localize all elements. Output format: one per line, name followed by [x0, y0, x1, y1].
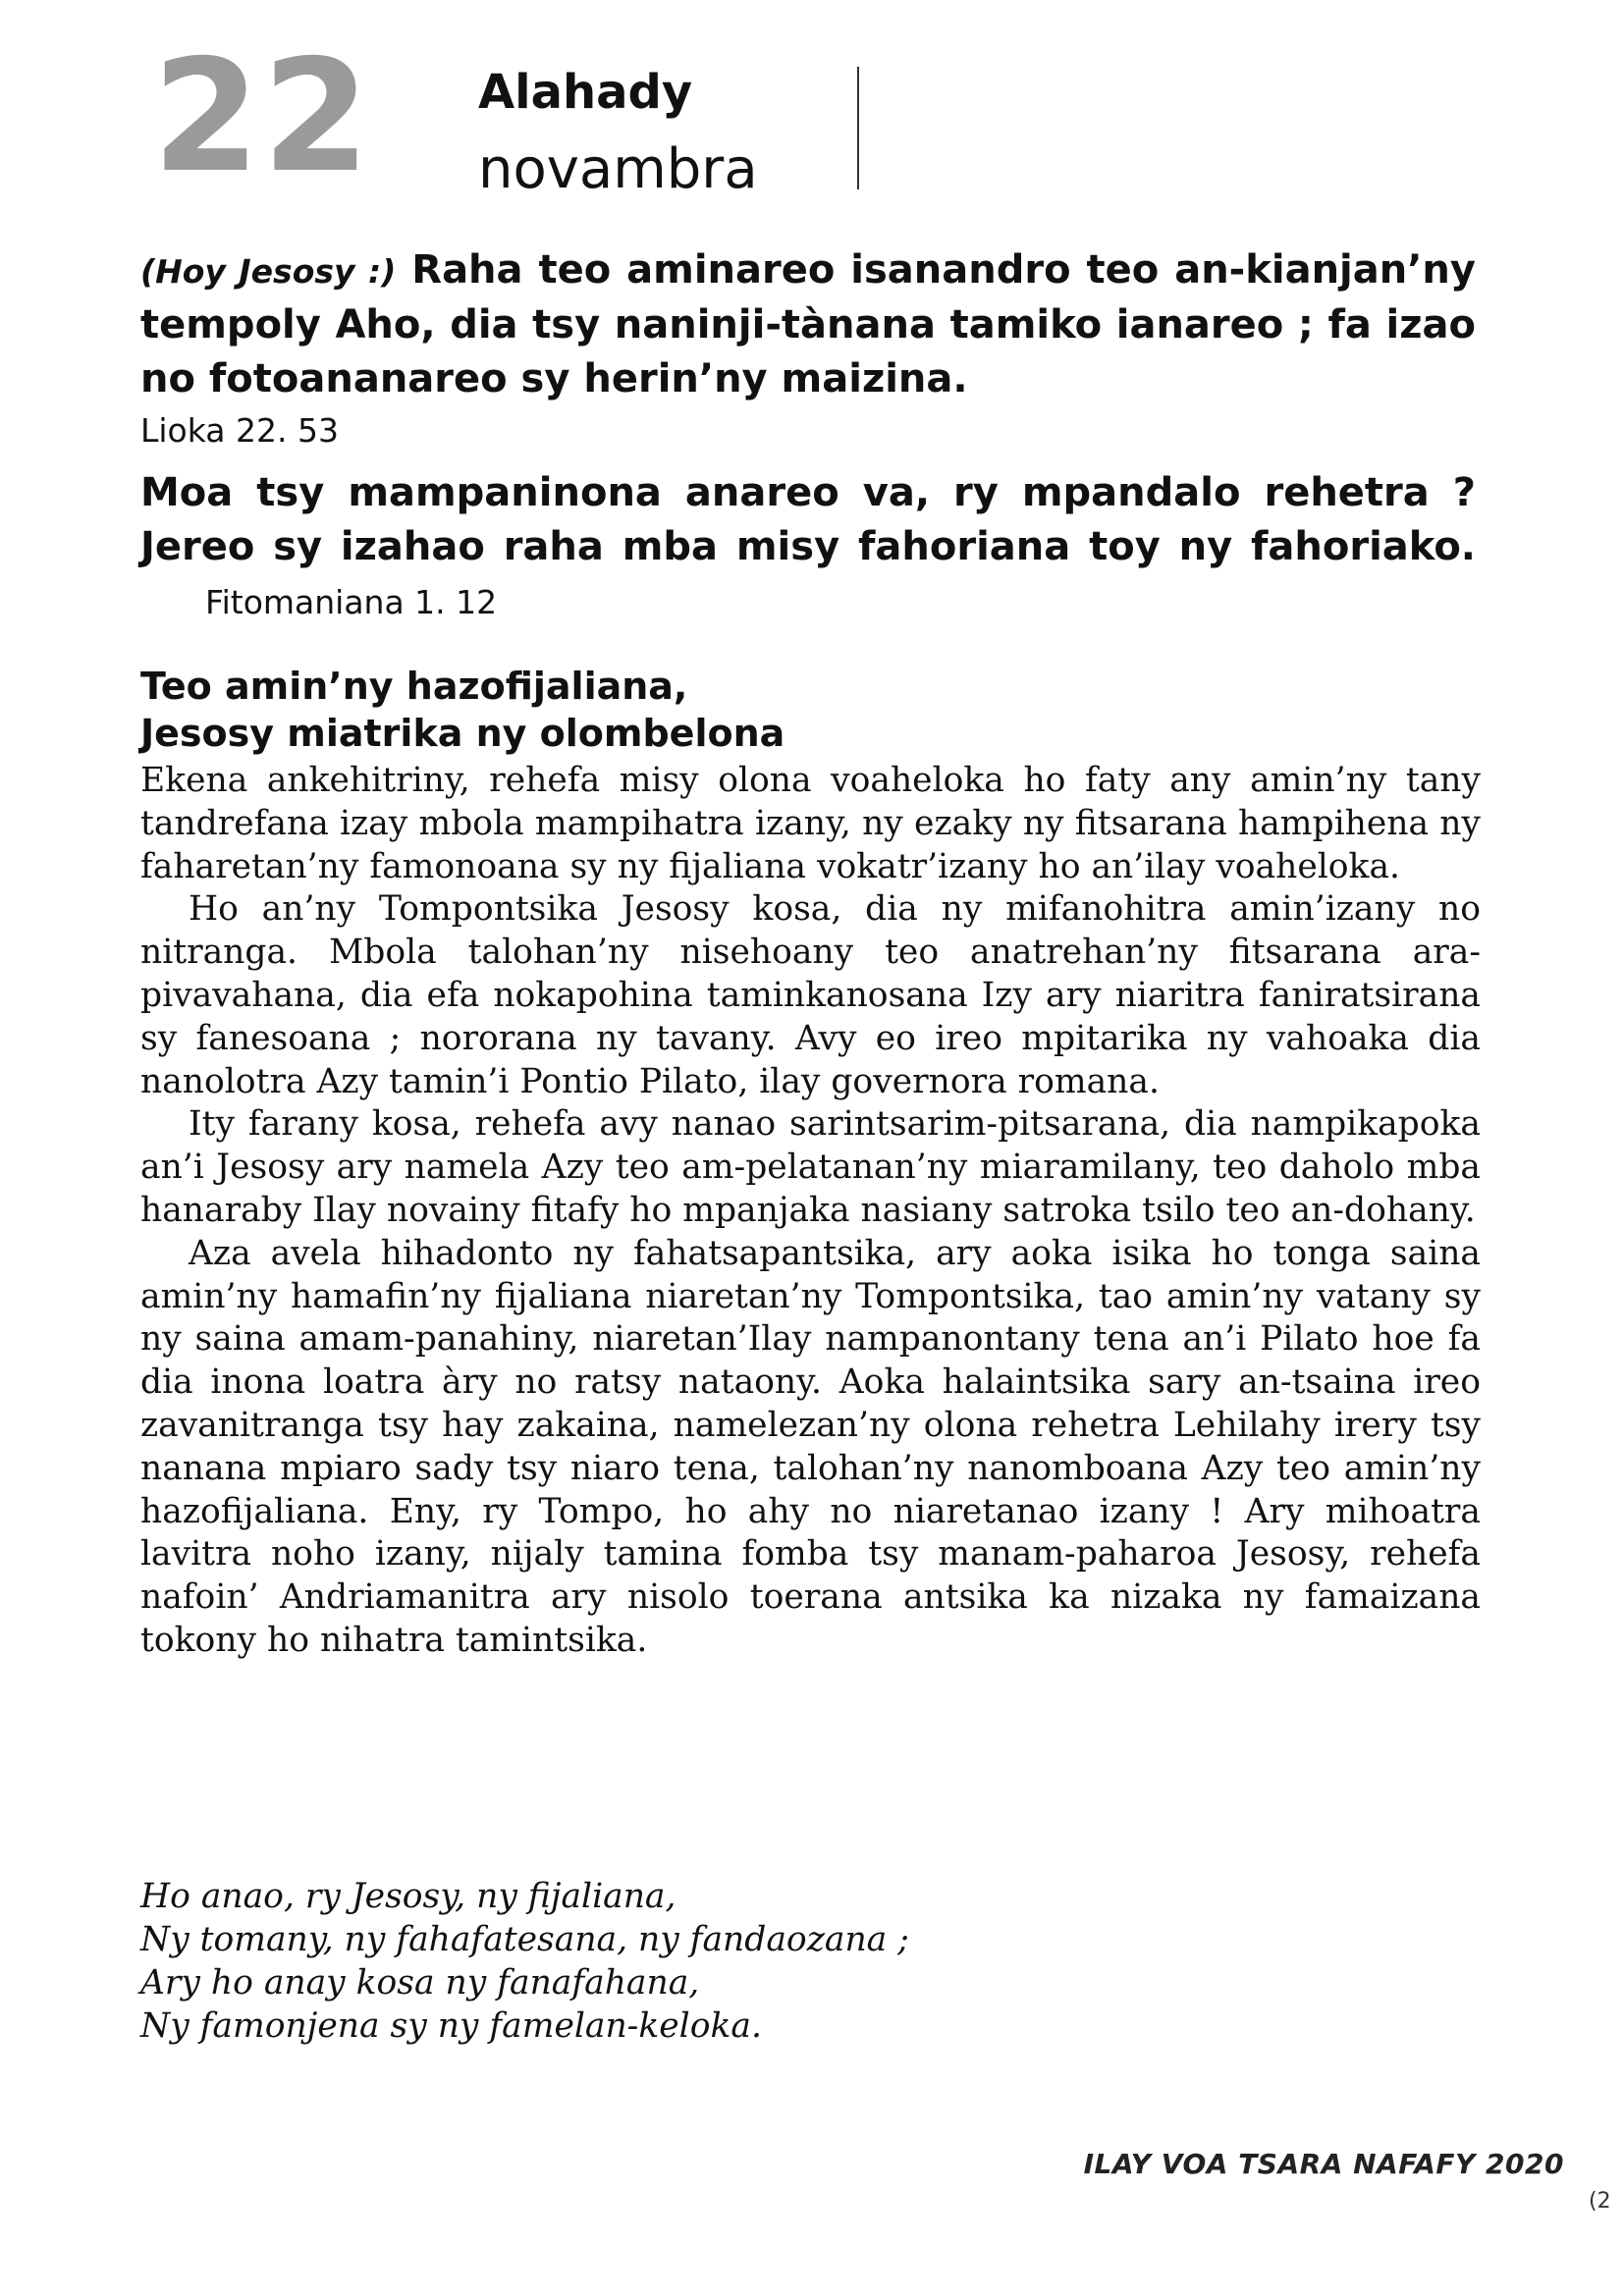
poem-line: Ho anao, ry Jesosy, ny fijaliana,	[140, 1877, 676, 1916]
verse-reference: Lioka 22. 53	[140, 411, 339, 450]
day-number: 22	[152, 27, 372, 207]
verse-reference: Fitomaniana 1. 12	[205, 583, 498, 621]
header-divider	[857, 67, 859, 189]
devotion-paragraph: Ity farany kosa, rehefa avy nanao sarintsarim-pitsarana, dia nampikapoka an’i Jesosy ary namela Azy teo am-pelatanan’ny miaramilany, teo daholo mba hanaraby Ilay novainy fitafy ho mpanjaka nasiany satroka tsilo teo an-dohany.	[140, 1104, 1481, 1230]
closing-poem	[140, 1875, 1476, 2048]
devotion-paragraph: Ekena ankehitriny, rehefa misy olona voaheloka ho faty any amin’ny tany tandrefana izay mbola mampihatra izany, ny ezaky ny fitsarana hampihena ny faharetan’ny famonoana sy ny fijaliana vokatr’izany ho an’ilay voaheloka.	[140, 761, 1481, 886]
poem-line: Ny famonjena sy ny famelan-keloka.	[140, 2006, 762, 2046]
month: novambra	[478, 137, 758, 201]
devotion-paragraph: Aza avela hihadonto ny fahatsapantsika, ary aoka isika ho tonga saina amin’ny hamafin’ny fijaliana niaretan’ny Tompontsika, tao amin’ny vatany sy ny saina amam-panahiny, niaretan’Ilay nampanontany tena an’i Pilato hoe fa dia inona loatra àry no ratsy nataony. Aoka halaintsika sary an-tsaina ireo zavanitranga tsy hay zakaina, namelezan’ny olona rehetra Lehilahy irery tsy nanana mpiaro sady tsy niaro tena, talohan’ny nanomboana Azy teo amin’ny hazofijaliana. Eny, ry Tompo, ho ahy no niaretanao izany ! Ary mihoatra lavitra noho izany, nijaly tamina fomba tsy manam-paharoa Jesosy, rehefa nafoin’ Andriamanitra ary nisolo toerana antsika ka nizaka ny famaizana tokony ho nihatra tamintsika.	[140, 1233, 1481, 1660]
verse-speaker-prefix: (Hoy Jesosy :)	[140, 252, 397, 291]
verse-text: Raha teo aminareo isanandro teo an-kianjan’ny tempoly Aho, dia tsy naninji-tànana tamiko ianareo ; fa izao no fotoananareo sy herin’ny maizina.	[140, 247, 1476, 401]
poem-line: Ny tomany, ny fahafatesana, ny fandaozana ;	[140, 1920, 909, 1959]
page-number-fragment: (2	[1589, 2189, 1611, 2214]
devotion-body	[140, 760, 1481, 1663]
verse-luke	[140, 243, 1476, 455]
weekday: Alahady	[478, 65, 693, 120]
devotion-paragraph: Ho an’ny Tompontsika Jesosy kosa, dia ny mifanohitra amin’izany no nitranga. Mbola talohan’ny nisehoany teo anatrehan’ny fitsarana ara-pivavahana, dia efa nokapohina taminkanosana Izy ary niaritra faniratsirana sy fanesoana ; nororana ny tavany. Avy eo ireo mpitarika ny vahoaka dia nanolotra Azy tamin’i Pontio Pilato, ilay governora romana.	[140, 889, 1481, 1101]
devotion-title	[140, 663, 1476, 757]
verse-lamentations	[140, 466, 1476, 629]
verse-text: Moa tsy mampaninona anareo va, ry mpandalo rehetra ? Jereo sy izahao raha mba misy fahoriana toy ny fahoriako.	[140, 470, 1476, 569]
devotion-title-line: Teo amin’ny hazofijaliana,	[140, 665, 688, 708]
publication-footer: ILAY VOA TSARA NAFAFY 2020	[1083, 2148, 1564, 2180]
devotion-title-line: Jesosy miatrika ny olombelona	[140, 712, 785, 755]
poem-line: Ary ho anay kosa ny fanafahana,	[140, 1963, 700, 2002]
